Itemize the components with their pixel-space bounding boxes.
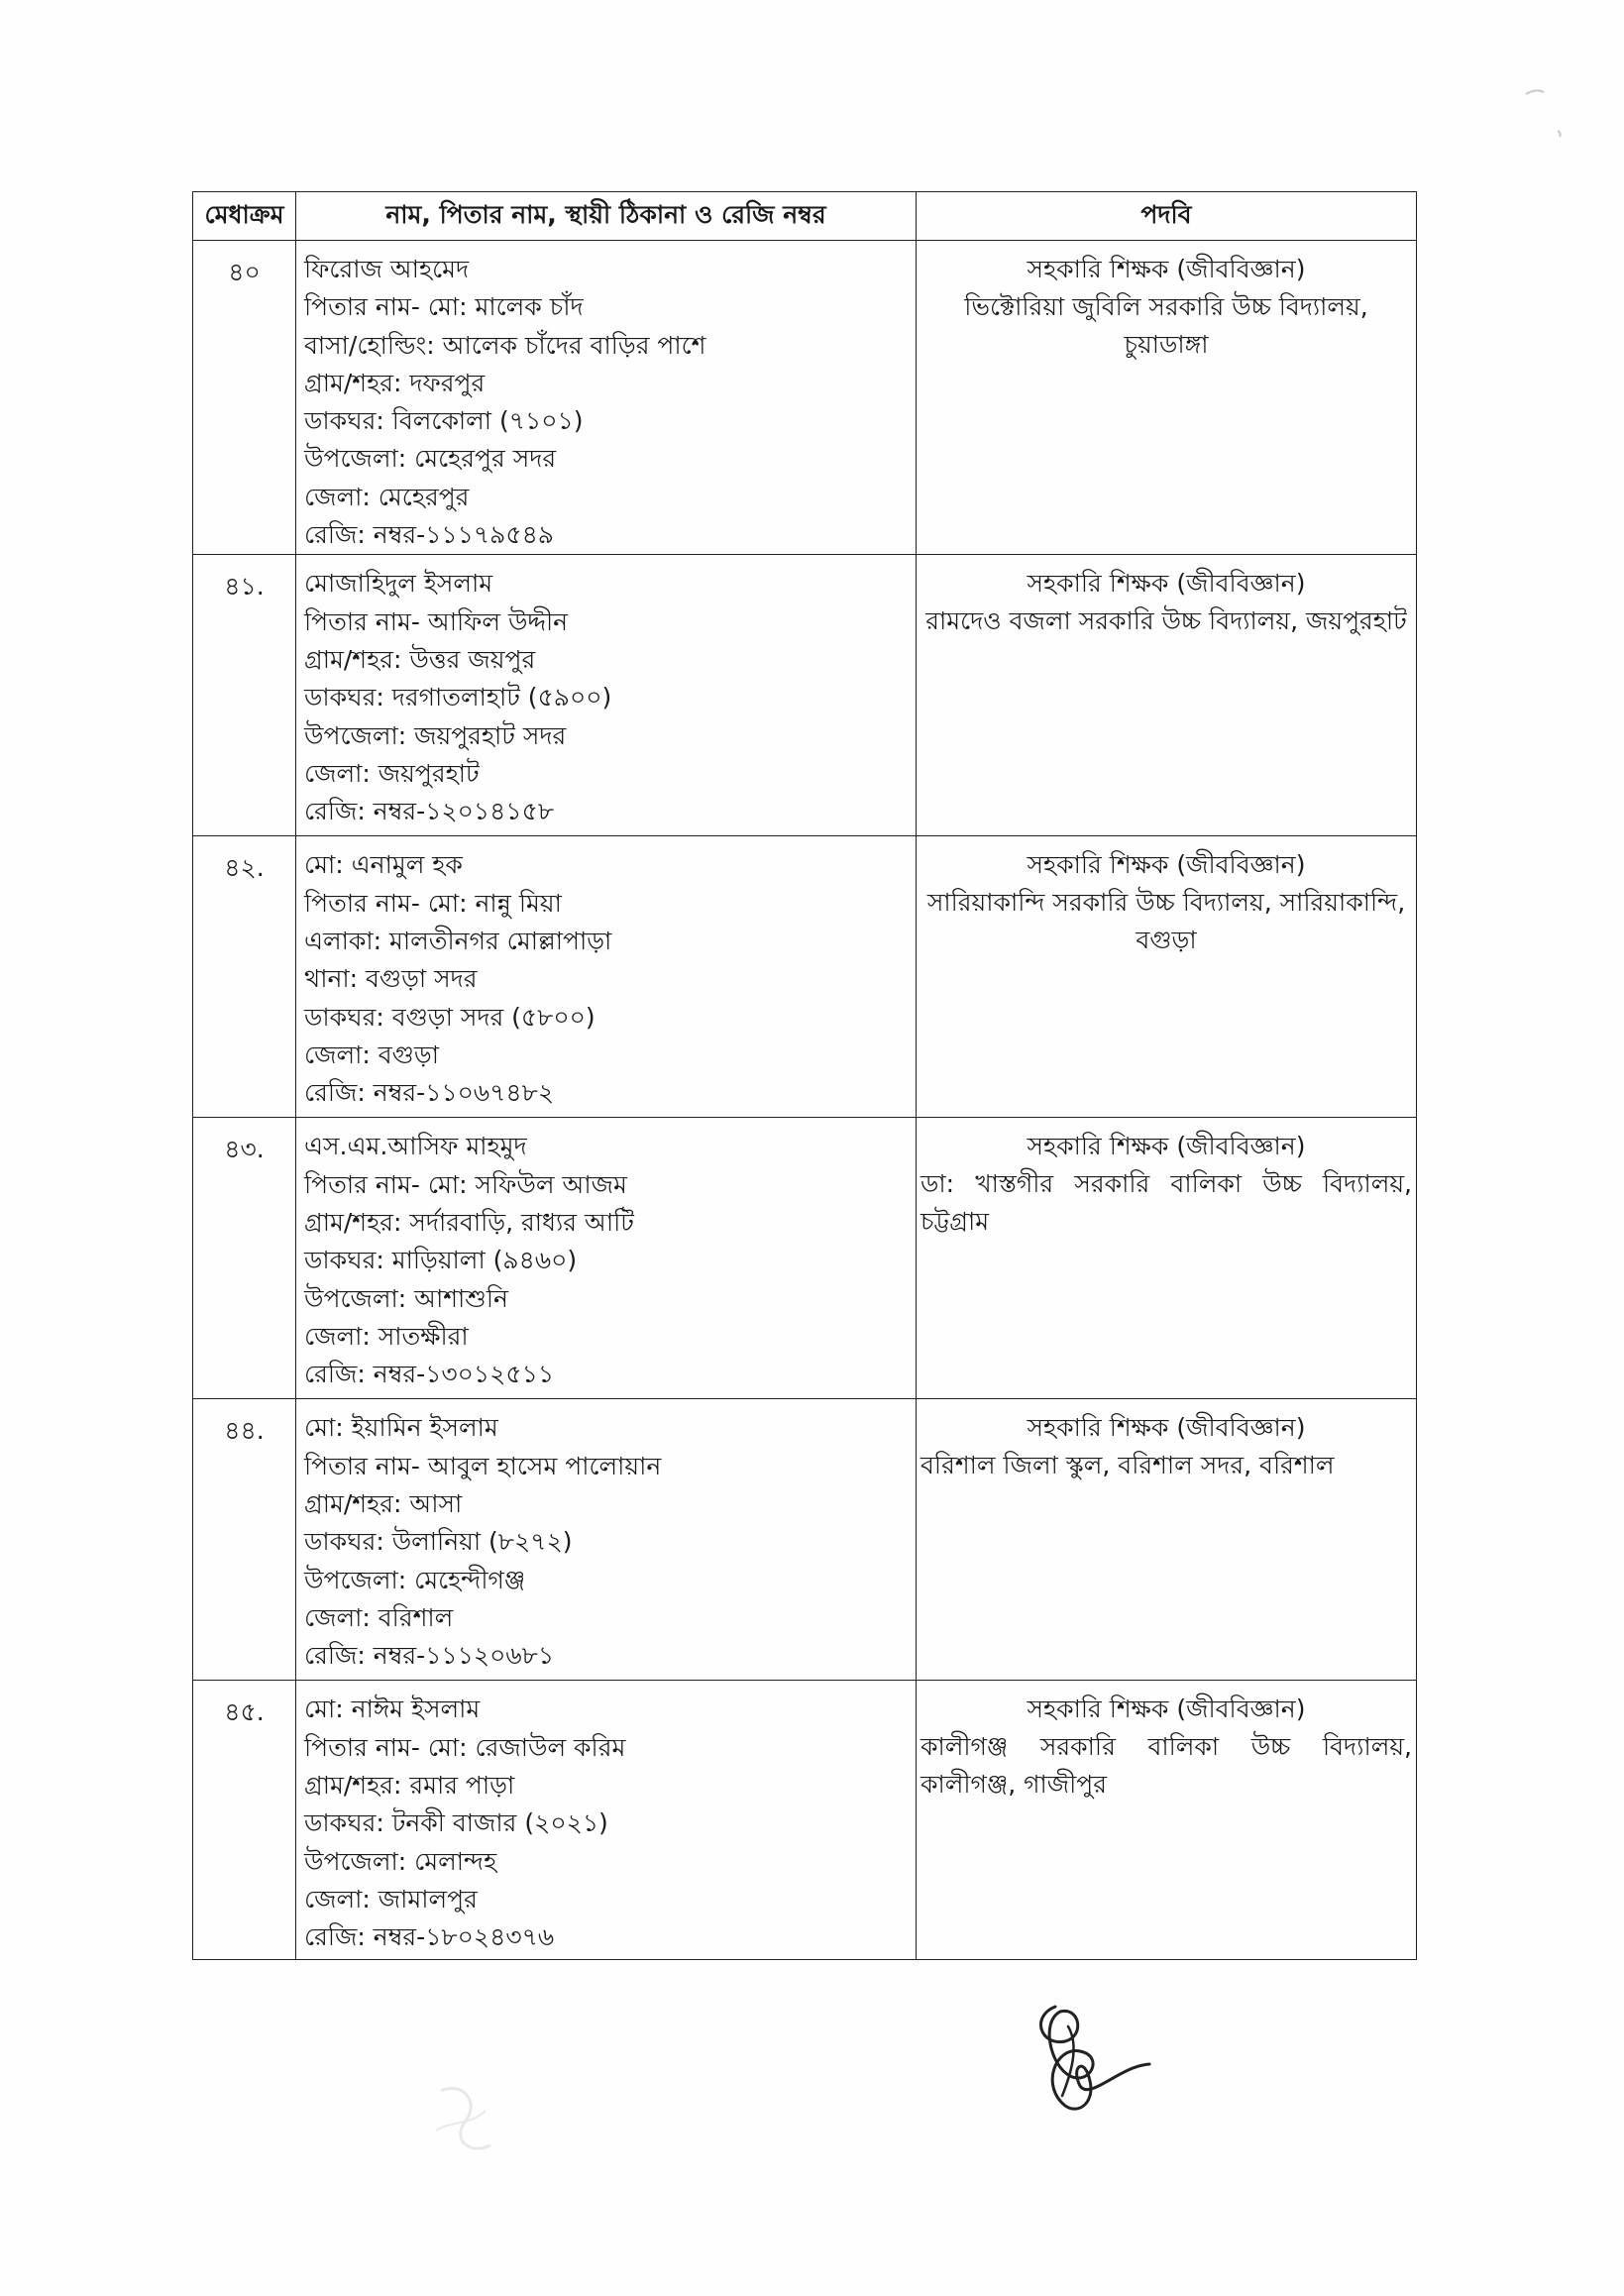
address-line: জেলা: সাতক্ষীরা [304, 1321, 469, 1351]
header-merit: মেধাক্রম [193, 192, 296, 241]
posting-school: ডা: খাস্তগীর সরকারি বালিকা উচ্চ বিদ্যালয়, চট্টগ্রাম [920, 1169, 1412, 1237]
candidate-name: মো: ইয়ামিন ইসলাম [304, 1413, 498, 1443]
post-cell [917, 241, 1417, 555]
address-line: ডাকঘর: দরগাতলাহাট (৫৯০০) [304, 683, 612, 712]
post-cell [917, 1681, 1417, 1960]
registration-number: রেজি: নম্বর-১৮০২৪৩৭৬ [304, 1922, 555, 1952]
merit-cell: ৪৫. [193, 1681, 296, 1960]
details-cell [296, 241, 917, 555]
merit-cell: ৪৩. [193, 1118, 296, 1399]
merit-cell: ৪০ [193, 241, 296, 555]
handwritten-signature [1011, 1987, 1159, 2126]
details-cell [296, 555, 917, 836]
merit-cell: ৪১. [193, 555, 296, 836]
candidate-table [192, 191, 1417, 1960]
faint-stamp-mark [411, 2061, 520, 2170]
address-line: ডাকঘর: বিলকোলা (৭১০১) [304, 406, 584, 436]
address-line: ডাকঘর: উলানিয়া (৮২৭২) [304, 1527, 573, 1557]
registration-number: রেজি: নম্বর-১১০৬৭৪৮২ [304, 1078, 555, 1108]
candidate-name: মো: এনামুল হক [304, 850, 463, 880]
post-title: সহকারি শিক্ষক (জীববিজ্ঞান) [1027, 1132, 1306, 1161]
address-line: উপজেলা: জয়পুরহাট সদর [304, 720, 567, 750]
address-line: বাসা/হোল্ডিং: আলেক চাঁদের বাড়ির পাশে [304, 330, 706, 360]
address-line: গ্রাম/শহর: রমার পাড়া [304, 1770, 515, 1800]
address-line: ডাকঘর: বগুড়া সদর (৫৮০০) [304, 1002, 595, 1032]
candidate-name: এস.এম.আসিফ মাহমুদ [304, 1132, 527, 1161]
posting-school: সারিয়াকান্দি সরকারি উচ্চ বিদ্যালয়, সারিয়াকান্দি, বগুড়া [926, 888, 1406, 955]
candidate-name: ফিরোজ আহমেদ [304, 255, 470, 283]
post-cell [917, 836, 1417, 1118]
address-line: গ্রাম/শহর: দফরপুর [304, 368, 486, 397]
posting-school: রামদেও বজলা সরকারি উচ্চ বিদ্যালয়, জয়পুরহাট [925, 606, 1407, 636]
table-row [193, 1681, 1417, 1960]
address-line: থানা: বগুড়া সদর [304, 964, 478, 994]
address-line: উপজেলা: মেলান্দহ [304, 1846, 497, 1876]
posting-school: কালীগঞ্জ সরকারি বালিকা উচ্চ বিদ্যালয়, কালীগঞ্জ, গাজীপুর [920, 1732, 1412, 1800]
merit-cell: ৪৪. [193, 1399, 296, 1681]
post-cell [917, 1118, 1417, 1399]
address-line: এলাকা: মালতীনগর মোল্লাপাড়া [304, 926, 612, 955]
address-line: জেলা: বরিশাল [304, 1602, 454, 1632]
table-row [193, 836, 1417, 1118]
father-name: পিতার নাম- মো: সফিউল আজম [304, 1169, 627, 1199]
header-details: নাম, পিতার নাম, স্থায়ী ঠিকানা ও রেজি নম্বর [296, 192, 917, 241]
candidate-name: মো: নাঈম ইসলাম [304, 1695, 481, 1724]
registration-number: রেজি: নম্বর-১২০১৪১৫৮ [304, 797, 555, 826]
address-line: ডাকঘর: টনকী বাজার (২০২১) [304, 1808, 608, 1838]
father-name: পিতার নাম- মো: মালেক চাঁদ [304, 292, 584, 322]
address-line: গ্রাম/শহর: উত্তর জয়পুর [304, 644, 536, 674]
details-cell [296, 1118, 917, 1399]
post-cell [917, 555, 1417, 836]
address-line: উপজেলা: আশাশুনি [304, 1283, 508, 1313]
post-title: সহকারি শিক্ষক (জীববিজ্ঞান) [1027, 569, 1306, 599]
table-header-row [193, 192, 1417, 241]
merit-cell: ৪২. [193, 836, 296, 1118]
table-row [193, 1399, 1417, 1681]
table-row [193, 241, 1417, 555]
post-cell [917, 1399, 1417, 1681]
registration-number: রেজি: নম্বর-১১১৭৯৫৪৯ [304, 520, 555, 550]
address-line: জেলা: বগুড়া [304, 1039, 439, 1069]
father-name: পিতার নাম- মো: নান্নু মিয়া [304, 888, 562, 918]
address-line: জেলা: জয়পুরহাট [304, 758, 480, 788]
corner-pen-mark [1506, 40, 1575, 149]
address-line: উপজেলা: মেহেরপুর সদর [304, 444, 557, 474]
address-line: উপজেলা: মেহেন্দীগঞ্জ [304, 1565, 526, 1594]
registration-number: রেজি: নম্বর-১১১২০৬৮১ [304, 1641, 555, 1671]
candidate-name: মোজাহিদুল ইসলাম [304, 569, 493, 599]
posting-school: বরিশাল জিলা স্কুল, বরিশাল সদর, বরিশাল [920, 1451, 1335, 1480]
post-title: সহকারি শিক্ষক (জীববিজ্ঞান) [1027, 1413, 1306, 1443]
father-name: পিতার নাম- আবুল হাসেম পালোয়ান [304, 1451, 662, 1480]
address-line: গ্রাম/শহর: আসা [304, 1488, 463, 1518]
address-line: ডাকঘর: মাড়িয়ালা (৯৪৬০) [304, 1246, 578, 1275]
details-cell [296, 836, 917, 1118]
address-line: জেলা: জামালপুর [304, 1884, 478, 1913]
address-line: গ্রাম/শহর: সর্দারবাড়ি, রাধ্যর আটি [304, 1207, 634, 1237]
details-cell [296, 1681, 917, 1960]
post-title: সহকারি শিক্ষক (জীববিজ্ঞান) [1027, 255, 1306, 283]
details-cell [296, 1399, 917, 1681]
address-line: জেলা: মেহেরপুর [304, 482, 470, 511]
post-title: সহকারি শিক্ষক (জীববিজ্ঞান) [1027, 850, 1306, 880]
posting-school: ভিক্টোরিয়া জুবিলি সরকারি উচ্চ বিদ্যালয়, চুয়াডাঙ্গা [964, 292, 1368, 359]
table-row [193, 555, 1417, 836]
header-post: পদবি [917, 192, 1417, 241]
father-name: পিতার নাম- আফিল উদ্দীন [304, 606, 569, 636]
father-name: পিতার নাম- মো: রেজাউল করিম [304, 1732, 626, 1762]
table-row [193, 1118, 1417, 1399]
registration-number: রেজি: নম্বর-১৩০১২৫১১ [304, 1360, 555, 1389]
post-title: সহকারি শিক্ষক (জীববিজ্ঞান) [1027, 1695, 1306, 1724]
